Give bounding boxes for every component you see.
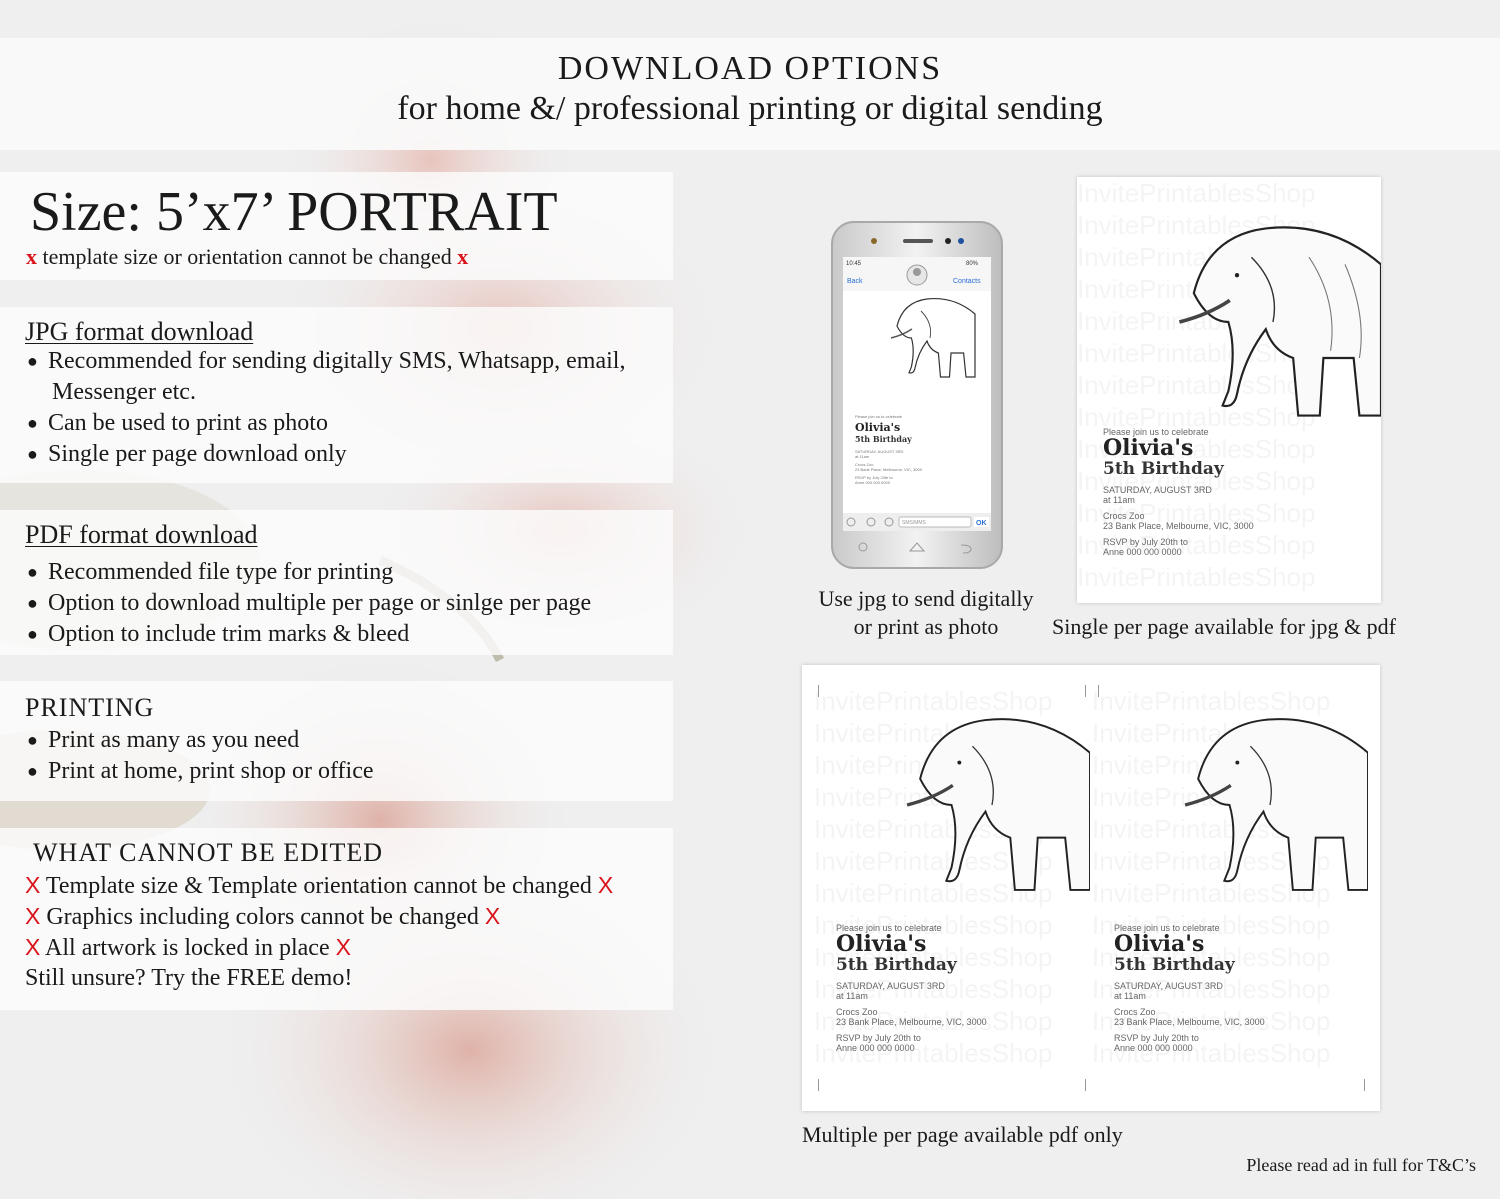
svg-text:SMS/MMS: SMS/MMS (902, 520, 926, 526)
list-item: ● Recommended file type for printing (25, 557, 591, 588)
size-note (26, 244, 468, 270)
page-subtitle: for home &/ professional printing or digital sending (397, 90, 1103, 127)
x-mark-icon: X (484, 903, 501, 929)
svg-text:Olivia's: Olivia's (855, 421, 901, 434)
terms-footnote: Please read ad in full for T&C’s (1246, 1155, 1476, 1175)
elephant-illustration (1165, 177, 1381, 467)
x-mark-icon: X (597, 872, 614, 898)
trim-mark (1364, 1079, 1365, 1091)
list-item: ● Single per page download only (25, 439, 625, 470)
page-title: DOWNLOAD OPTIONS (557, 50, 943, 87)
jpg-panel (0, 307, 673, 483)
list-item: ● Option to download multiple per page or sinlge per page (25, 588, 591, 619)
phone-mockup (831, 221, 1003, 571)
pdf-list (25, 557, 591, 650)
invite-text: Please join us to celebrate Olivia's 5th Birthday SATURDAY, AUGUST 3RD at 11am Crocs Zoo 23 Bank Place, Melbourne, VIC, 3000 RSVP by July 20th to Anne 000 000 0000 (836, 923, 987, 1053)
single-caption: Single per page available for jpg & pdf (1052, 614, 1396, 639)
svg-text:at 11am: at 11am (855, 454, 870, 459)
trim-mark (1085, 1079, 1086, 1091)
svg-text:5th Birthday: 5th Birthday (855, 434, 912, 444)
x-mark-icon: X (335, 934, 351, 960)
trim-mark (818, 685, 819, 697)
svg-text:SATURDAY, AUGUST 3RD: SATURDAY, AUGUST 3RD (855, 449, 904, 454)
cannot-edit-title: WHAT CANNOT BE EDITED (33, 838, 384, 867)
list-item: ● Can be used to print as photo (25, 408, 625, 439)
list-item: ● Recommended for sending digitally SMS, Whatsapp, email, (25, 346, 625, 377)
cannot-edit-line: X Graphics including colors cannot be changed X (25, 903, 501, 930)
jpg-list (25, 346, 625, 470)
list-item: ● Print as many as you need (25, 725, 374, 756)
elephant-illustration (894, 685, 1090, 925)
jpg-title: JPG format download (25, 317, 254, 346)
printing-list (25, 725, 374, 787)
elephant-illustration (1172, 685, 1368, 925)
phone-time: 10:45 (846, 261, 862, 267)
demo-note: Still unsure? Try the FREE demo! (25, 965, 353, 991)
x-mark-icon: X (25, 934, 41, 960)
pdf-panel (0, 510, 673, 655)
bullet-icon: ● (27, 730, 38, 750)
list-item: ● Option to include trim marks & bleed (25, 619, 591, 650)
svg-text:Please join us to celebrate: Please join us to celebrate (855, 414, 902, 419)
svg-text:OK: OK (976, 520, 987, 527)
list-item: Messenger etc. (52, 379, 196, 405)
svg-text:23 Bank Place, Melbourne, VIC,: 23 Bank Place, Melbourne, VIC, 3000 (855, 467, 922, 472)
trim-mark (1098, 685, 1099, 697)
svg-text:Anne 000 000 0000: Anne 000 000 0000 (855, 480, 890, 485)
cannot-edit-line: X Template size & Template orientation cannot be changed X (25, 872, 614, 899)
single-invite-card (1077, 177, 1381, 603)
size-panel (0, 172, 673, 280)
svg-text:RSVP by July 20th to: RSVP by July 20th to (855, 475, 893, 480)
multiple-invite-sheet (802, 665, 1380, 1111)
invite-text: Please join us to celebrate Olivia's 5th Birthday SATURDAY, AUGUST 3RD at 11am Crocs Zoo 23 Bank Place, Melbourne, VIC, 3000 RSVP by July 20th to Anne 000 000 0000 (1114, 923, 1265, 1053)
printing-panel (0, 681, 673, 801)
bullet-icon: ● (27, 351, 38, 371)
contacts-link[interactable]: Contacts (953, 278, 981, 285)
multiple-caption: Multiple per page available pdf only (802, 1122, 1123, 1147)
invite-text: Please join us to celebrate Olivia's 5th Birthday SATURDAY, AUGUST 3RD at 11am Crocs Zoo 23 Bank Place, Melbourne, VIC, 3000 RSVP by July 20th to Anne 000 000 0000 (1103, 427, 1254, 557)
invite-copy (1092, 685, 1368, 1091)
bullet-icon: ● (27, 444, 38, 464)
svg-text:Crocs Zoo: Crocs Zoo (855, 462, 874, 467)
x-mark-icon: X (25, 872, 41, 898)
back-link[interactable]: Back (847, 278, 863, 285)
bullet-icon: ● (27, 593, 38, 613)
size-title: Size: 5’x7’ PORTRAIT (30, 181, 558, 243)
trim-mark (818, 1079, 819, 1091)
bullet-icon: ● (27, 413, 38, 433)
x-mark-icon: X (25, 903, 41, 929)
bullet-icon: ● (27, 761, 38, 781)
x-mark-icon: x (457, 244, 469, 269)
cannot-edit-line: X All artwork is locked in place X (25, 934, 351, 961)
cannot-edit-panel (0, 828, 673, 1010)
pdf-title: PDF format download (25, 520, 258, 549)
size-note-text: template size or orientation cannot be changed (42, 244, 452, 269)
header-banner (0, 38, 1500, 150)
bullet-icon: ● (27, 562, 38, 582)
x-mark-icon: x (26, 244, 37, 269)
phone-caption: Use jpg to send digitally or print as photo (818, 586, 1034, 639)
trim-mark (1085, 685, 1086, 697)
invite-copy (814, 685, 1090, 1091)
list-item: ● Print at home, print shop or office (25, 756, 374, 787)
printing-title: PRINTING (25, 693, 155, 722)
phone-battery: 80% (966, 261, 979, 267)
bullet-icon: ● (27, 624, 38, 644)
